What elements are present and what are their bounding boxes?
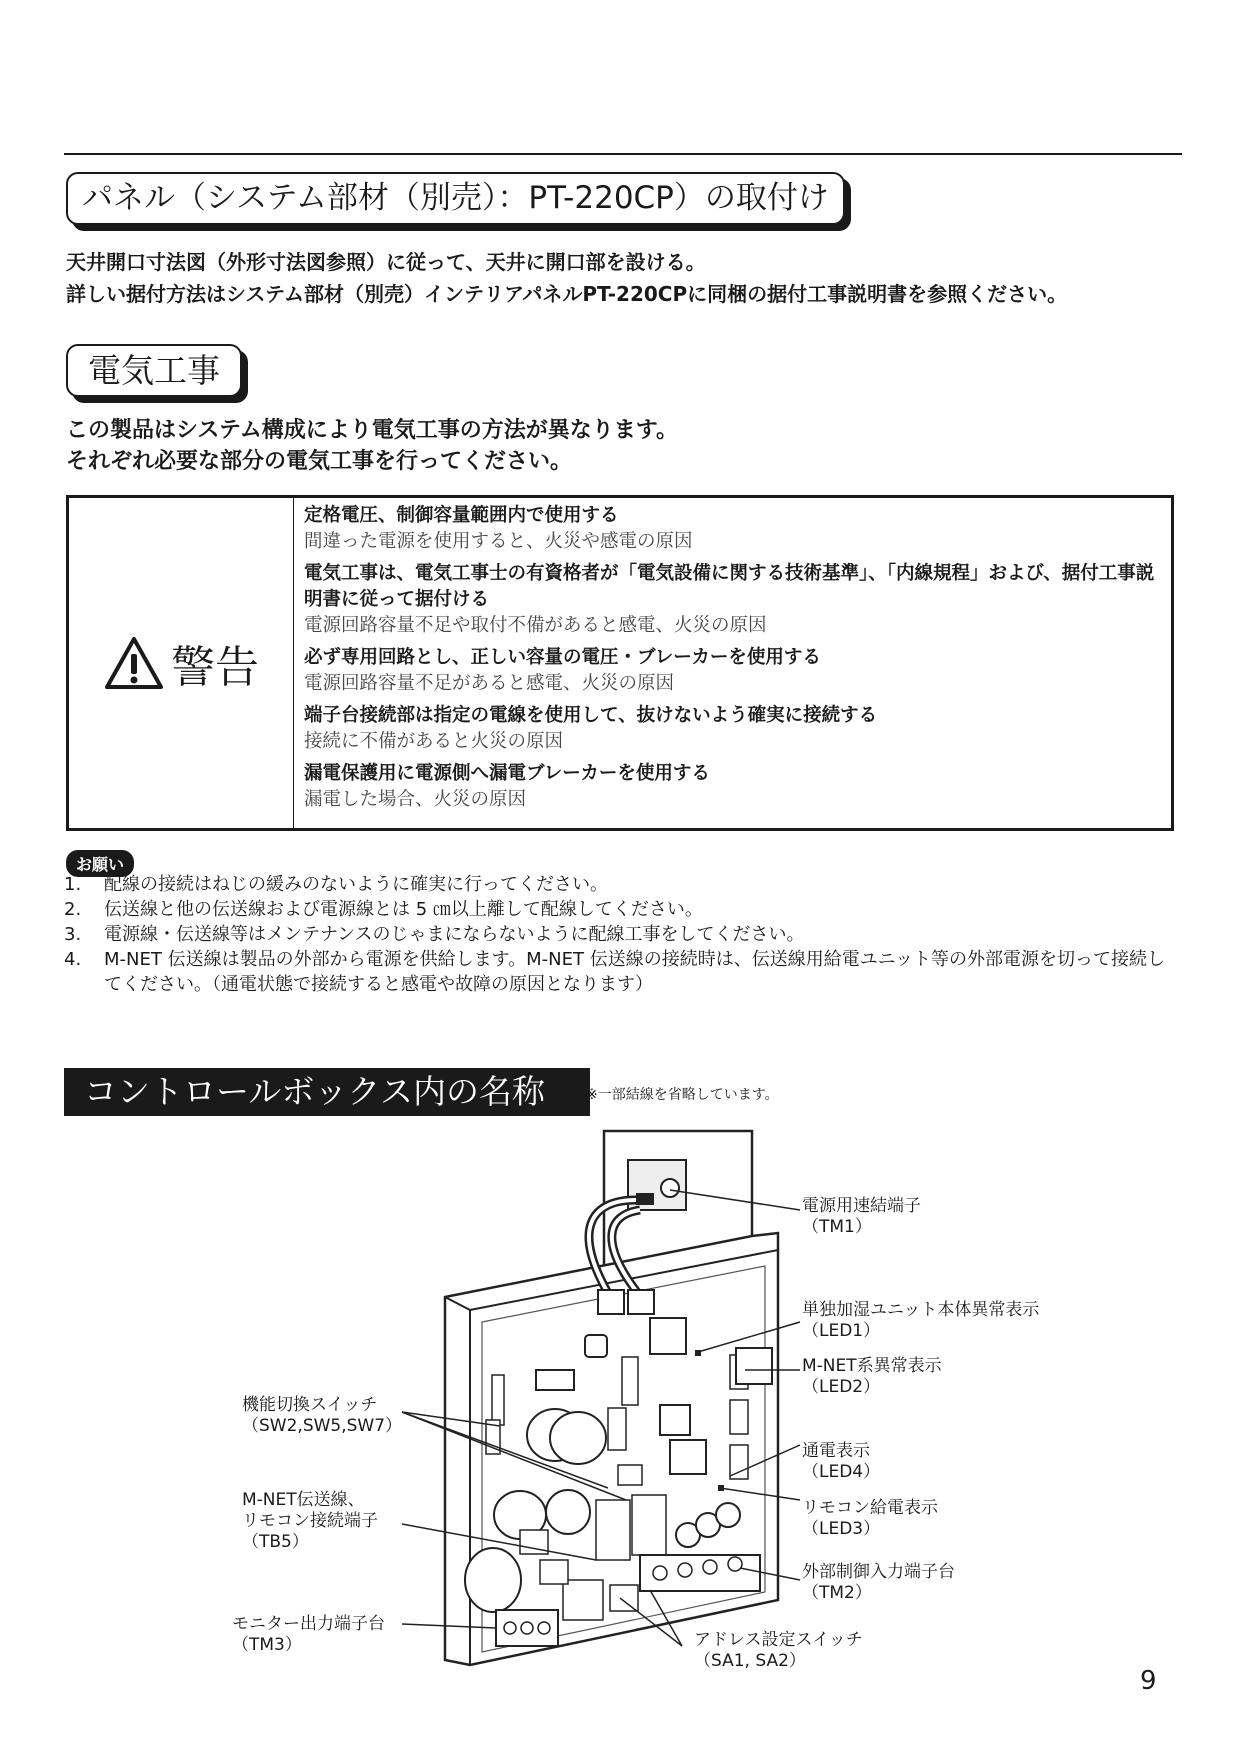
- label-tm1-code: （TM1）: [802, 1217, 872, 1237]
- label-led1-code: （LED1）: [802, 1321, 881, 1341]
- label-led4-code: （LED4）: [802, 1462, 881, 1482]
- label-tb5-code: （TB5）: [242, 1532, 309, 1552]
- list-item-text: M-NET 伝送線は製品の外部から電源を供給します。M-NET 伝送線の接続時は、伝送線用給電ユニット等の外部電源を切って接続してください。（通電状態で接続すると感電や故障の原因となります）: [104, 949, 1165, 995]
- label-tm3-code: （TM3）: [232, 1635, 302, 1655]
- warning-item-desc: 漏電した場合、火災の原因: [304, 789, 527, 810]
- panel-heading: パネル（システム部材（別売）：PT-220CP）の取付け: [66, 172, 845, 225]
- label-led3-code: （LED3）: [802, 1519, 881, 1539]
- warning-item-title: 必ず専用回路とし、正しい容量の電圧・ブレーカーを使用する: [304, 647, 821, 668]
- label-tb5: [242, 1490, 378, 1553]
- label-led1-name: 単独加湿ユニット本体異常表示: [802, 1300, 1040, 1320]
- warning-item-title: 定格電圧、制御容量範囲内で使用する: [304, 505, 619, 526]
- warning-item-desc: 接続に不備があると火災の原因: [304, 731, 564, 752]
- panel-line-2: 詳しい据付方法はシステム部材（別売）インテリアパネルPT-220CPに同梱の据付工事説明書を参照ください。: [66, 282, 1068, 306]
- label-tm2: [802, 1562, 955, 1604]
- warning-item-desc: 間違った電源を使用すると、火災や感電の原因: [304, 531, 693, 552]
- electrical-line-1: この製品はシステム構成により電気工事の方法が異なります。: [66, 418, 679, 443]
- label-tm1: [802, 1196, 921, 1238]
- electrical-heading: 電気工事: [66, 344, 242, 397]
- warning-item-desc: 電源回路容量不足があると感電、火災の原因: [304, 673, 675, 694]
- label-led2: [802, 1356, 942, 1398]
- label-led3-name: リモコン給電表示: [802, 1498, 938, 1518]
- label-sa-code: （SA1, SA2）: [694, 1651, 806, 1671]
- warning-title: 警告: [171, 642, 259, 693]
- list-item-number: 4.: [64, 949, 82, 970]
- warning-item-title: 端子台接続部は指定の電線を使用して、抜けないよう確実に接続する: [304, 705, 878, 726]
- label-led2-code: （LED2）: [802, 1377, 881, 1397]
- label-sa-name: アドレス設定スイッチ: [694, 1630, 863, 1650]
- label-led1: [802, 1300, 1039, 1342]
- label-sa: [694, 1630, 863, 1672]
- label-tm2-name: 外部制御入力端子台: [802, 1562, 955, 1582]
- warning-item-title: 電気工事は、電気工事士の有資格者が「電気設備に関する技術基準」、「内線規程」および、据付工事説明書に従って据付ける: [304, 563, 1155, 610]
- warning-item-desc: 電源回路容量不足や取付不備があると感電、火災の原因: [304, 615, 767, 636]
- label-tb5-name1: M-NET伝送線、: [242, 1490, 365, 1510]
- list-item-number: 2.: [64, 899, 82, 920]
- label-led4-name: 通電表示: [802, 1441, 870, 1461]
- label-sw-code: （SW2,SW5,SW7）: [242, 1416, 403, 1436]
- panel-line-1: 天井開口寸法図（外形寸法図参照）に従って、天井に開口部を設ける。: [66, 250, 706, 274]
- control-box-heading: コントロールボックス内の名称: [64, 1068, 590, 1116]
- warning-item-title: 漏電保護用に電源側へ漏電ブレーカーを使用する: [304, 763, 710, 784]
- label-led3: [802, 1498, 938, 1540]
- page-number: 9: [1140, 1666, 1157, 1696]
- label-sw: [242, 1395, 402, 1437]
- list-item-number: 1.: [64, 874, 82, 895]
- label-tm2-code: （TM2）: [802, 1583, 872, 1603]
- label-tm1-name: 電源用速結端子: [802, 1196, 921, 1216]
- label-led4: [802, 1441, 880, 1483]
- label-tm3: [232, 1614, 385, 1656]
- label-tb5-name2: リモコン接続端子: [242, 1511, 378, 1531]
- label-led2-name: M-NET系異常表示: [802, 1356, 942, 1376]
- list-item-text: 伝送線と他の伝送線および電源線とは 5 ㎝以上離して配線してください。: [104, 899, 703, 920]
- label-sw-name: 機能切換スイッチ: [242, 1395, 378, 1415]
- electrical-line-2: それぞれ必要な部分の電気工事を行ってください。: [66, 449, 573, 474]
- label-tm3-name: モニター出力端子台: [232, 1614, 385, 1634]
- list-item-text: 電源線・伝送線等はメンテナンスのじゃまにならないように配線工事をしてください。: [104, 924, 805, 945]
- control-box-note: ※一部結線を省略しています。: [586, 1087, 779, 1103]
- list-item-text: 配線の接続はねじの緩みのないように確実に行ってください。: [104, 874, 608, 895]
- list-item-number: 3.: [64, 924, 82, 945]
- request-badge: お願い: [66, 850, 134, 877]
